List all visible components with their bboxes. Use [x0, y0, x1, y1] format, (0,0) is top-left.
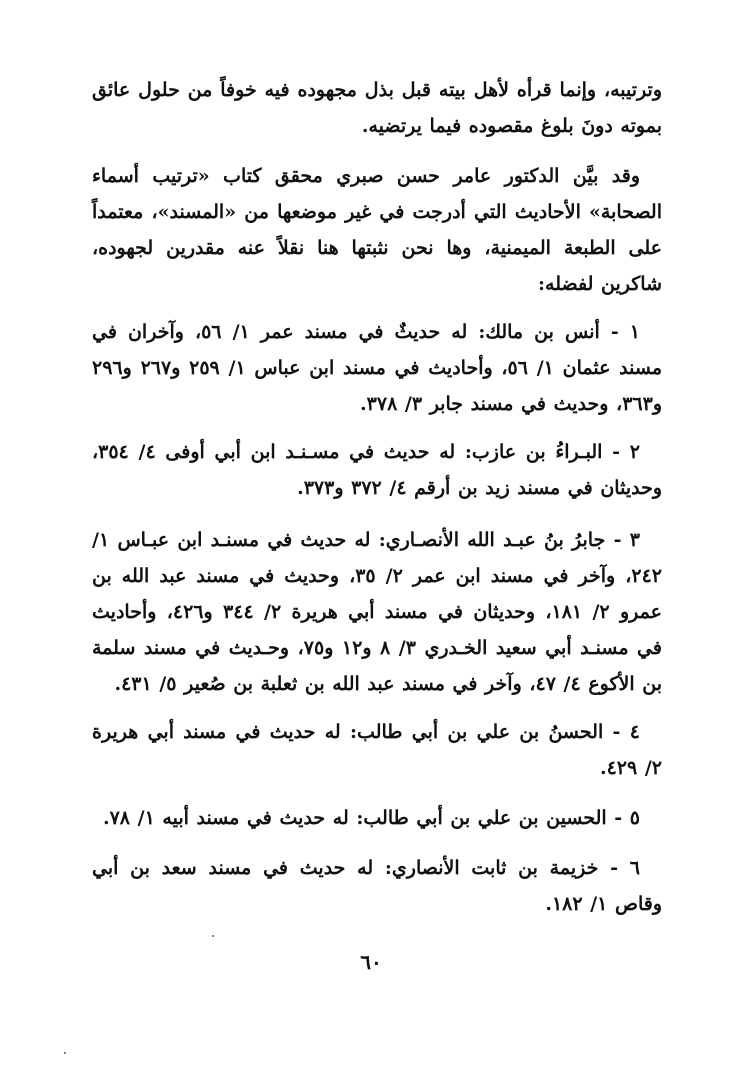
list-item-khuzaima-bin-thabit: [92, 850, 662, 922]
list-item-text: ٦ - خزيمة بن ثابت الأنصاري: له حديث في مسند سعد بن أبي وقاص ١/ ١٨٢.: [92, 857, 662, 915]
page-number: ٦٠: [360, 950, 382, 974]
scan-speck: [212, 935, 214, 937]
paragraph-intro-continuation: [92, 72, 662, 144]
list-item-text: ٥ - الحسين بن علي بن أبي طالب: له حديث في مسند أبيه ١/ ٧٨.: [102, 807, 640, 829]
list-item-text: ٤ - الحسنُ بن علي بن أبي طالب: له حديث في مسند أبي هريرة ٢/ ٤٢٩.: [92, 721, 662, 779]
paragraph-text: وقد بيَّن الدكتور عامر حسن صبري محقق كتاب «ترتيب أسماء الصحابة» الأحاديث التي أدرجت في غير موضعها من «المسند»، معتمداً على الطبعة الميمنية، وها نحن نثبتها هنا نقلاً عنه مقدرين لجهوده، شاكرين لفضله:: [92, 165, 662, 295]
list-item-text: ١ - أنس بن مالك: له حديثٌ في مسند عمر ١/ ٥٦، وآخران في مسند عثمان ١/ ٥٦، وأحاديث في مسند ابن عباس ١/ ٢٥٩ و٢٦٧ و٢٩٦ و٣٦٣، وحديث في مسند جابر ٣/ ٣٧٨.: [92, 321, 663, 415]
paragraph-text: وترتيبه، وإنما قرأه لأهل بيته قبل بذل مجهوده فيه خوفاً من حلول عائق بموته دونَ بلوغ مقصوده فيما يرتضيه.: [92, 79, 662, 137]
list-item-hasan-bin-ali: [92, 714, 662, 786]
list-item-text: ٣ - جابرُ بنُ عبـد الله الأنصـاري: له حديث في مسنـد ابن عبـاس ١/ ٢٤٢، وآخر في مسند ابن عمر ٢/ ٣٥، وحديث في مسند عبد الله بن عمرو ٢/ ١٨١، وحديثان في مسند أبي هريرة ٢/ ٣٤٤ و٤٢٦، وأحاديث في مسنـد أبي سعيد الخـدري ٣/ ٨ و١٢ و٧٥، وحـديث في مسند سلمة بن الأكوع ٤/ ٤٧، وآخر في مسند عبد الله بن ثعلبة بن صُعير ٥/ ٤٣١.: [92, 529, 662, 695]
list-item-bara-bin-azib: [92, 434, 662, 506]
paragraph-editor-note: [92, 158, 662, 302]
list-item-husain-bin-ali: [92, 800, 662, 836]
list-item-anas-bin-malik: [92, 314, 662, 422]
scan-speck: [64, 1052, 66, 1054]
list-item-text: ٢ - البـراءُ بن عازب: له حديث في مسـنـد ابن أبي أوفى ٤/ ٣٥٤، وحديثان في مسند زيد بن أرقم ٤/ ٣٧٢ و٣٧٣.: [92, 441, 662, 499]
list-item-jabir-bin-abdullah: [92, 522, 662, 702]
